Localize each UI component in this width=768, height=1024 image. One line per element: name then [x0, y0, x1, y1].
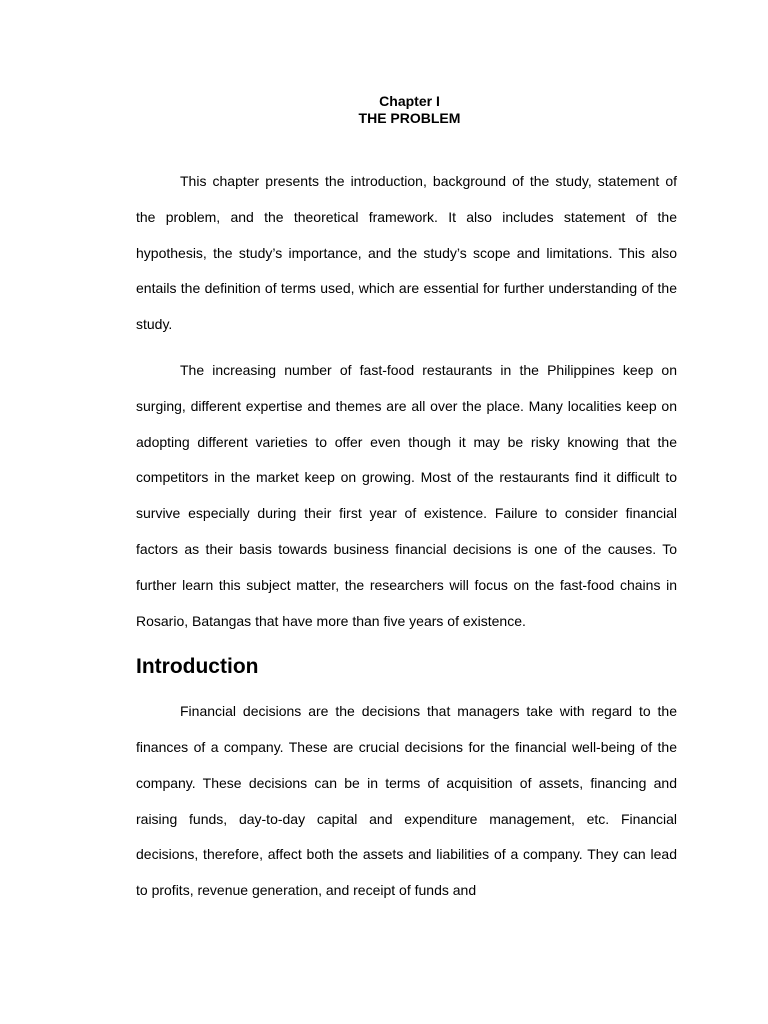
chapter-heading	[136, 93, 677, 127]
introduction-paragraph: Financial decisions are the decisions that managers take with regard to the finances of a company. These are crucial decisions for the financial well-being of the company. These decisions can be in terms of acquisition of assets, financing and raising funds, day-to-day capital and expenditure management, etc. Financial decisions, therefore, affect both the assets and liabilities of a company. They can lead to profits, revenue generation, and receipt of funds and	[136, 703, 677, 899]
chapter-title: THE PROBLEM	[358, 110, 461, 126]
chapter-label: Chapter I	[379, 93, 440, 109]
chapter-overview-paragraph: This chapter presents the introduction, background of the study, statement of the problem, and the theoretical framework. It also includes statement of the hypothesis, the study’s importance, and the study’s scope and limitations. This also entails the definition of terms used, which are essential for further understanding of the study.	[136, 173, 677, 333]
page-content	[136, 93, 677, 909]
introduction-heading: Introduction	[136, 655, 259, 679]
background-paragraph: The increasing number of fast-food restaurants in the Philippines keep on surging, different expertise and themes are all over the place. Many localities keep on adopting different varieties to offer even though it may be risky knowing that the competitors in the market keep on growing. Most of the restaurants find it difficult to survive especially during their first year of existence. Failure to consider financial factors as their basis towards business financial decisions is one of the causes. To further learn this subject matter, the researchers will focus on the fast-food chains in Rosario, Batangas that have more than five years of existence.	[136, 361, 677, 629]
